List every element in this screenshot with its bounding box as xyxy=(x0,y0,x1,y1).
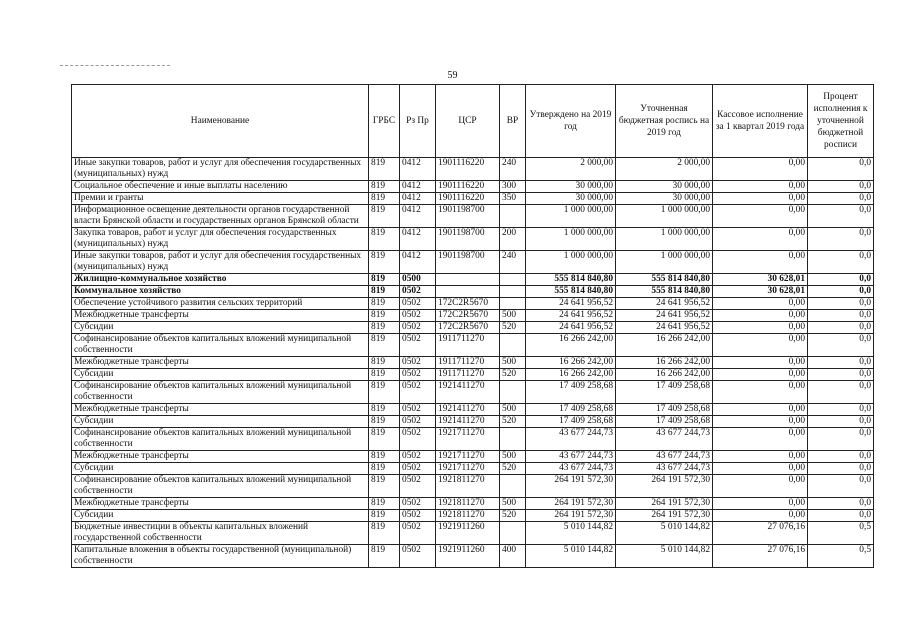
cell-grbs: 819 xyxy=(369,545,400,568)
cell-grbs: 819 xyxy=(369,404,400,416)
cell-vr: 500 xyxy=(500,451,526,463)
table-row xyxy=(72,451,874,463)
cell-cash: 0,00 xyxy=(713,510,808,522)
col-header-rzpr: Рз Пр xyxy=(400,85,436,158)
cell-csr: 172C2R5670 xyxy=(436,298,500,310)
cell-percent: 0,0 xyxy=(808,228,874,251)
cell-grbs: 819 xyxy=(369,381,400,404)
cell-vr xyxy=(500,286,526,298)
cell-csr: 1901198700 xyxy=(436,251,500,274)
cell-grbs: 819 xyxy=(369,310,400,322)
cell-refined: 30 000,00 xyxy=(616,193,713,205)
table-row xyxy=(72,357,874,369)
cell-vr: 240 xyxy=(500,251,526,274)
cell-grbs: 819 xyxy=(369,193,400,205)
cell-csr: 1921711270 xyxy=(436,463,500,475)
cell-grbs: 819 xyxy=(369,451,400,463)
header-rule xyxy=(60,65,170,66)
cell-approved: 24 641 956,52 xyxy=(526,322,616,334)
cell-vr: 500 xyxy=(500,498,526,510)
cell-percent: 0,0 xyxy=(808,451,874,463)
cell-percent: 0,0 xyxy=(808,404,874,416)
table-row xyxy=(72,298,874,310)
cell-name: Капитальные вложения в объекты государственной (муниципальной) собственности xyxy=(72,545,369,568)
table-row xyxy=(72,463,874,475)
cell-grbs: 819 xyxy=(369,416,400,428)
cell-grbs: 819 xyxy=(369,228,400,251)
cell-percent: 0,0 xyxy=(808,205,874,228)
cell-percent: 0,0 xyxy=(808,158,874,181)
cell-grbs: 819 xyxy=(369,251,400,274)
cell-rzpr: 0502 xyxy=(400,463,436,475)
cell-approved: 43 677 244,73 xyxy=(526,428,616,451)
cell-name: Межбюджетные трансферты xyxy=(72,310,369,322)
table-row xyxy=(72,334,874,357)
cell-rzpr: 0502 xyxy=(400,404,436,416)
cell-cash: 0,00 xyxy=(713,322,808,334)
cell-refined: 264 191 572,30 xyxy=(616,510,713,522)
cell-rzpr: 0502 xyxy=(400,475,436,498)
cell-cash: 0,00 xyxy=(713,416,808,428)
cell-vr xyxy=(500,381,526,404)
cell-approved: 1 000 000,00 xyxy=(526,251,616,274)
cell-cash: 0,00 xyxy=(713,463,808,475)
cell-grbs: 819 xyxy=(369,298,400,310)
cell-name: Софинансирование объектов капитальных вложений муниципальной собственности xyxy=(72,381,369,404)
cell-rzpr: 0502 xyxy=(400,334,436,357)
cell-vr: 300 xyxy=(500,181,526,193)
table-row xyxy=(72,416,874,428)
cell-rzpr: 0412 xyxy=(400,193,436,205)
cell-cash: 0,00 xyxy=(713,451,808,463)
cell-name: Информационное освещение деятельности органов государственной власти Брянской области и государственных органов Брянской области xyxy=(72,205,369,228)
cell-name: Иные закупки товаров, работ и услуг для обеспечения государственных (муниципальных) нужд xyxy=(72,251,369,274)
cell-csr: 1921411270 xyxy=(436,416,500,428)
cell-approved: 17 409 258,68 xyxy=(526,416,616,428)
col-header-vr: ВР xyxy=(500,85,526,158)
cell-percent: 0,0 xyxy=(808,322,874,334)
cell-percent: 0,0 xyxy=(808,369,874,381)
cell-grbs: 819 xyxy=(369,369,400,381)
cell-csr: 1921411270 xyxy=(436,381,500,404)
cell-cash: 27 076,16 xyxy=(713,522,808,545)
cell-rzpr: 0502 xyxy=(400,510,436,522)
cell-vr xyxy=(500,428,526,451)
cell-csr: 1911711270 xyxy=(436,369,500,381)
cell-percent: 0,5 xyxy=(808,545,874,568)
cell-vr xyxy=(500,205,526,228)
cell-percent: 0,0 xyxy=(808,510,874,522)
cell-percent: 0,0 xyxy=(808,428,874,451)
cell-refined: 264 191 572,30 xyxy=(616,475,713,498)
col-header-csr: ЦСР xyxy=(436,85,500,158)
cell-rzpr: 0502 xyxy=(400,498,436,510)
cell-approved: 555 814 840,80 xyxy=(526,286,616,298)
cell-name: Межбюджетные трансферты xyxy=(72,357,369,369)
cell-rzpr: 0502 xyxy=(400,545,436,568)
cell-approved: 43 677 244,73 xyxy=(526,463,616,475)
cell-percent: 0,0 xyxy=(808,193,874,205)
cell-rzpr: 0502 xyxy=(400,416,436,428)
cell-approved: 16 266 242,00 xyxy=(526,334,616,357)
table-row xyxy=(72,286,874,298)
cell-approved: 43 677 244,73 xyxy=(526,451,616,463)
cell-percent: 0,0 xyxy=(808,334,874,357)
cell-approved: 5 010 144,82 xyxy=(526,545,616,568)
cell-percent: 0,0 xyxy=(808,286,874,298)
cell-vr: 350 xyxy=(500,193,526,205)
cell-csr: 1901198700 xyxy=(436,228,500,251)
cell-rzpr: 0502 xyxy=(400,369,436,381)
cell-name: Премии и гранты xyxy=(72,193,369,205)
cell-refined: 24 641 956,52 xyxy=(616,298,713,310)
table-row xyxy=(72,274,874,286)
cell-name: Межбюджетные трансферты xyxy=(72,498,369,510)
cell-refined: 17 409 258,68 xyxy=(616,404,713,416)
cell-rzpr: 0502 xyxy=(400,357,436,369)
cell-approved: 16 266 242,00 xyxy=(526,369,616,381)
cell-rzpr: 0412 xyxy=(400,181,436,193)
cell-refined: 24 641 956,52 xyxy=(616,310,713,322)
cell-vr xyxy=(500,334,526,357)
cell-approved: 16 266 242,00 xyxy=(526,357,616,369)
cell-cash: 0,00 xyxy=(713,334,808,357)
cell-refined: 264 191 572,30 xyxy=(616,498,713,510)
table-row xyxy=(72,545,874,568)
table-row xyxy=(72,498,874,510)
cell-name: Субсидии xyxy=(72,463,369,475)
cell-name: Коммунальное хозяйство xyxy=(72,286,369,298)
cell-cash: 0,00 xyxy=(713,205,808,228)
cell-approved: 30 000,00 xyxy=(526,181,616,193)
cell-cash: 0,00 xyxy=(713,251,808,274)
cell-refined: 16 266 242,00 xyxy=(616,369,713,381)
cell-cash: 0,00 xyxy=(713,310,808,322)
cell-csr: 1921711270 xyxy=(436,428,500,451)
cell-cash: 0,00 xyxy=(713,428,808,451)
cell-percent: 0,0 xyxy=(808,475,874,498)
cell-approved: 1 000 000,00 xyxy=(526,228,616,251)
cell-name: Обеспечение устойчивого развития сельских территорий xyxy=(72,298,369,310)
cell-approved: 5 010 144,82 xyxy=(526,522,616,545)
cell-cash: 0,00 xyxy=(713,158,808,181)
cell-vr: 520 xyxy=(500,510,526,522)
cell-csr: 1921811270 xyxy=(436,475,500,498)
cell-name: Субсидии xyxy=(72,369,369,381)
cell-rzpr: 0502 xyxy=(400,428,436,451)
table-header-row xyxy=(72,85,874,158)
table-row xyxy=(72,428,874,451)
cell-approved: 1 000 000,00 xyxy=(526,205,616,228)
cell-vr: 500 xyxy=(500,310,526,322)
cell-rzpr: 0502 xyxy=(400,298,436,310)
cell-refined: 24 641 956,52 xyxy=(616,322,713,334)
cell-cash: 0,00 xyxy=(713,298,808,310)
cell-vr: 520 xyxy=(500,463,526,475)
table-row xyxy=(72,205,874,228)
cell-csr: 1911711270 xyxy=(436,357,500,369)
col-header-approved: Утверждено на 2019 год xyxy=(526,85,616,158)
cell-grbs: 819 xyxy=(369,428,400,451)
cell-vr: 500 xyxy=(500,404,526,416)
cell-percent: 0,0 xyxy=(808,310,874,322)
cell-cash: 27 076,16 xyxy=(713,545,808,568)
table-row xyxy=(72,193,874,205)
cell-approved: 264 191 572,30 xyxy=(526,475,616,498)
cell-cash: 0,00 xyxy=(713,404,808,416)
cell-percent: 0,0 xyxy=(808,416,874,428)
table-row xyxy=(72,181,874,193)
cell-name: Софинансирование объектов капитальных вложений муниципальной собственности xyxy=(72,334,369,357)
cell-refined: 555 814 840,80 xyxy=(616,286,713,298)
table-row xyxy=(72,322,874,334)
cell-csr: 1921811270 xyxy=(436,510,500,522)
col-header-percent: Процент исполнения к уточненной бюджетной росписи xyxy=(808,85,874,158)
cell-name: Межбюджетные трансферты xyxy=(72,404,369,416)
cell-percent: 0,0 xyxy=(808,274,874,286)
cell-csr: 1901198700 xyxy=(436,205,500,228)
cell-name: Бюджетные инвестиции в объекты капитальных вложений государственной собственности xyxy=(72,522,369,545)
cell-grbs: 819 xyxy=(369,286,400,298)
cell-cash: 0,00 xyxy=(713,498,808,510)
cell-approved: 17 409 258,68 xyxy=(526,404,616,416)
cell-cash: 0,00 xyxy=(713,228,808,251)
cell-rzpr: 0412 xyxy=(400,205,436,228)
cell-refined: 5 010 144,82 xyxy=(616,522,713,545)
cell-rzpr: 0502 xyxy=(400,286,436,298)
cell-approved: 2 000,00 xyxy=(526,158,616,181)
cell-grbs: 819 xyxy=(369,322,400,334)
cell-approved: 264 191 572,30 xyxy=(526,498,616,510)
cell-percent: 0,5 xyxy=(808,522,874,545)
cell-refined: 16 266 242,00 xyxy=(616,357,713,369)
cell-approved: 17 409 258,68 xyxy=(526,381,616,404)
cell-csr: 1921711270 xyxy=(436,451,500,463)
page-number: 59 xyxy=(447,70,458,81)
cell-cash: 30 628,01 xyxy=(713,286,808,298)
cell-grbs: 819 xyxy=(369,205,400,228)
cell-refined: 1 000 000,00 xyxy=(616,251,713,274)
cell-name: Иные закупки товаров, работ и услуг для обеспечения государственных (муниципальных) нужд xyxy=(72,158,369,181)
cell-grbs: 819 xyxy=(369,463,400,475)
table-row xyxy=(72,404,874,416)
budget-table xyxy=(71,84,874,568)
cell-vr xyxy=(500,475,526,498)
cell-rzpr: 0502 xyxy=(400,451,436,463)
cell-name: Софинансирование объектов капитальных вложений муниципальной собственности xyxy=(72,428,369,451)
cell-approved: 264 191 572,30 xyxy=(526,510,616,522)
cell-name: Межбюджетные трансферты xyxy=(72,451,369,463)
cell-cash: 0,00 xyxy=(713,369,808,381)
cell-approved: 30 000,00 xyxy=(526,193,616,205)
cell-rzpr: 0412 xyxy=(400,158,436,181)
cell-grbs: 819 xyxy=(369,475,400,498)
table-row xyxy=(72,510,874,522)
cell-rzpr: 0502 xyxy=(400,310,436,322)
cell-cash: 0,00 xyxy=(713,381,808,404)
cell-percent: 0,0 xyxy=(808,251,874,274)
cell-cash: 0,00 xyxy=(713,357,808,369)
table-row xyxy=(72,369,874,381)
cell-approved: 24 641 956,52 xyxy=(526,298,616,310)
cell-name: Социальное обеспечение и иные выплаты населению xyxy=(72,181,369,193)
table-row xyxy=(72,158,874,181)
cell-name: Субсидии xyxy=(72,510,369,522)
cell-vr: 240 xyxy=(500,158,526,181)
cell-name: Субсидии xyxy=(72,416,369,428)
cell-refined: 2 000,00 xyxy=(616,158,713,181)
cell-csr: 1921911260 xyxy=(436,545,500,568)
cell-csr: 1901116220 xyxy=(436,181,500,193)
cell-percent: 0,0 xyxy=(808,298,874,310)
cell-vr xyxy=(500,274,526,286)
cell-refined: 1 000 000,00 xyxy=(616,228,713,251)
cell-name: Жилищно-коммунальное хозяйство xyxy=(72,274,369,286)
cell-grbs: 819 xyxy=(369,274,400,286)
cell-csr: 1911711270 xyxy=(436,334,500,357)
table-row xyxy=(72,310,874,322)
cell-refined: 17 409 258,68 xyxy=(616,416,713,428)
cell-refined: 5 010 144,82 xyxy=(616,545,713,568)
table-row xyxy=(72,228,874,251)
cell-name: Субсидии xyxy=(72,322,369,334)
cell-grbs: 819 xyxy=(369,510,400,522)
cell-percent: 0,0 xyxy=(808,498,874,510)
cell-percent: 0,0 xyxy=(808,381,874,404)
cell-name: Софинансирование объектов капитальных вложений муниципальной собственности xyxy=(72,475,369,498)
cell-approved: 555 814 840,80 xyxy=(526,274,616,286)
table-row xyxy=(72,251,874,274)
cell-refined: 43 677 244,73 xyxy=(616,428,713,451)
table-body xyxy=(72,158,874,568)
cell-rzpr: 0500 xyxy=(400,274,436,286)
cell-cash: 0,00 xyxy=(713,181,808,193)
cell-grbs: 819 xyxy=(369,357,400,369)
cell-refined: 43 677 244,73 xyxy=(616,463,713,475)
cell-percent: 0,0 xyxy=(808,463,874,475)
cell-csr xyxy=(436,274,500,286)
cell-vr: 520 xyxy=(500,416,526,428)
cell-refined: 1 000 000,00 xyxy=(616,205,713,228)
cell-rzpr: 0412 xyxy=(400,228,436,251)
cell-grbs: 819 xyxy=(369,181,400,193)
cell-grbs: 819 xyxy=(369,522,400,545)
cell-vr: 520 xyxy=(500,322,526,334)
cell-rzpr: 0502 xyxy=(400,522,436,545)
cell-vr: 200 xyxy=(500,228,526,251)
cell-refined: 43 677 244,73 xyxy=(616,451,713,463)
col-header-cash: Кассовое исполнение за 1 квартал 2019 года xyxy=(713,85,808,158)
cell-refined: 30 000,00 xyxy=(616,181,713,193)
cell-grbs: 819 xyxy=(369,334,400,357)
cell-rzpr: 0502 xyxy=(400,381,436,404)
cell-vr xyxy=(500,522,526,545)
cell-csr: 172C2R5670 xyxy=(436,310,500,322)
cell-csr: 1921911260 xyxy=(436,522,500,545)
cell-refined: 16 266 242,00 xyxy=(616,334,713,357)
table-row xyxy=(72,381,874,404)
cell-percent: 0,0 xyxy=(808,181,874,193)
cell-rzpr: 0412 xyxy=(400,251,436,274)
cell-vr: 520 xyxy=(500,369,526,381)
cell-vr: 400 xyxy=(500,545,526,568)
col-header-refined: Уточненная бюджетная роспись на 2019 год xyxy=(616,85,713,158)
cell-cash: 30 628,01 xyxy=(713,274,808,286)
cell-csr xyxy=(436,286,500,298)
cell-csr: 1921811270 xyxy=(436,498,500,510)
cell-vr: 500 xyxy=(500,357,526,369)
cell-rzpr: 0502 xyxy=(400,322,436,334)
cell-refined: 17 409 258,68 xyxy=(616,381,713,404)
col-header-grbs: ГРБС xyxy=(369,85,400,158)
cell-approved: 24 641 956,52 xyxy=(526,310,616,322)
cell-cash: 0,00 xyxy=(713,475,808,498)
cell-csr: 1901116220 xyxy=(436,193,500,205)
cell-cash: 0,00 xyxy=(713,193,808,205)
cell-csr: 1901116220 xyxy=(436,158,500,181)
cell-csr: 172C2R5670 xyxy=(436,322,500,334)
cell-grbs: 819 xyxy=(369,158,400,181)
table-row xyxy=(72,522,874,545)
cell-refined: 555 814 840,80 xyxy=(616,274,713,286)
cell-grbs: 819 xyxy=(369,498,400,510)
table-row xyxy=(72,475,874,498)
cell-percent: 0,0 xyxy=(808,357,874,369)
cell-name: Закупка товаров, работ и услуг для обеспечения государственных (муниципальных) нужд xyxy=(72,228,369,251)
cell-csr: 1921411270 xyxy=(436,404,500,416)
col-header-name: Наименование xyxy=(72,85,369,158)
cell-vr xyxy=(500,298,526,310)
